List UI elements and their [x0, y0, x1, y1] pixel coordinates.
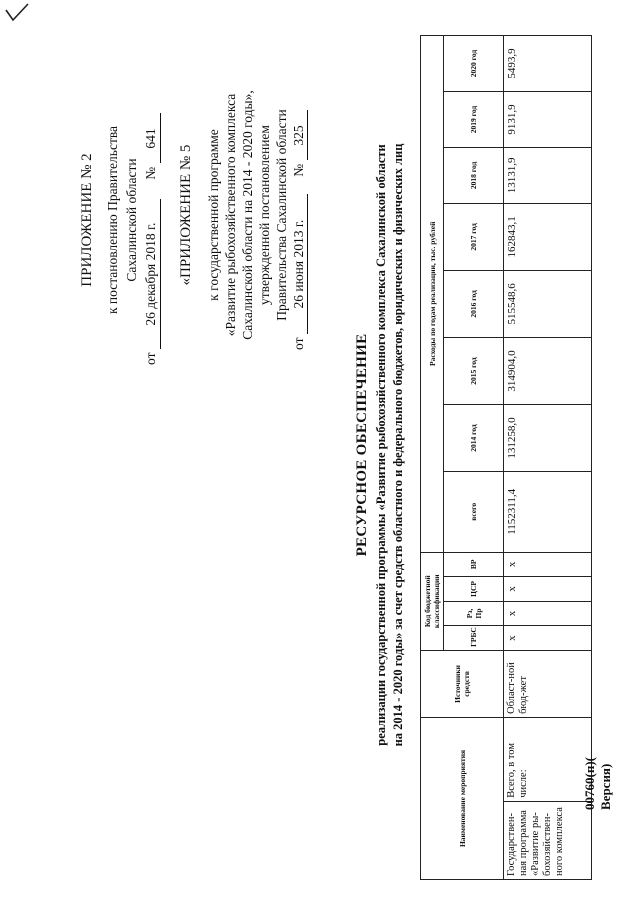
header-2019: 2019 год: [444, 92, 504, 148]
table-header-row-1: [421, 36, 444, 880]
cell-source: Област-ной бюд-жет: [504, 650, 592, 717]
cell-2016: 515548,6: [504, 270, 592, 337]
cell-2019: 9131,9: [504, 92, 592, 148]
document-title-block: [354, 35, 407, 855]
header-event: Наименование мероприятия: [421, 717, 504, 879]
header-grbs: ГРБС: [444, 626, 504, 651]
cell-2017: 162843,1: [504, 203, 592, 270]
header-csr: ЦСР: [444, 577, 504, 602]
header-2017: 2017 год: [444, 203, 504, 270]
header-rzpr: Рз, Пр: [444, 601, 504, 626]
header-budget-code: Код бюджетной классификации: [421, 552, 444, 650]
cell-2014: 131258,0: [504, 405, 592, 472]
appendix-2-date: 26 декабря 2018 г.: [141, 199, 161, 349]
document-subtitle-line2: на 2014 - 2020 годы» за счет средств областного и федерального бюджетов, юридических и физических лиц: [391, 143, 405, 747]
cell-total: 1152311,4: [504, 472, 592, 552]
appendix-2-title: ПРИЛОЖЕНИЕ № 2: [79, 153, 95, 287]
appendix-5-from-label: от: [291, 337, 306, 350]
resource-table-wrap: [420, 35, 592, 880]
appendix-5-number: 325: [290, 111, 308, 161]
appendix-2-line1: к постановлению Правительства: [105, 125, 120, 315]
appendix-5-line4: утвержденной постановлением: [257, 125, 272, 305]
cell-scope: Всего, в том числе:: [504, 717, 592, 801]
appendix-2-number: 641: [141, 114, 161, 164]
cell-event: Государствен-ная программа «Развитие ры-бохозяйствен-ного комплекса: [504, 801, 592, 879]
appendix-5-no-label: №: [291, 163, 306, 177]
appendix-2-no-label: №: [143, 166, 158, 180]
header-2016: 2016 год: [444, 270, 504, 337]
check-mark-icon: [4, 2, 30, 28]
header-expenses: Расходы по годам реализации, тыс. рублей: [421, 36, 444, 553]
appendix-5-date-line: [290, 80, 308, 350]
cell-rzpr: х: [504, 601, 592, 626]
appendix-2-from-label: от: [143, 352, 158, 365]
appendix-5-block: [178, 80, 308, 350]
header-2015: 2015 год: [444, 337, 504, 404]
cell-csr: х: [504, 577, 592, 602]
version-footer: 00760(п)( Версия): [582, 757, 613, 810]
table-row: [504, 36, 592, 880]
document-subtitle-line1: реализации государственной программы «Развитие рыбохозяйственного комплекса Сахалинской области: [374, 144, 388, 746]
cell-vr: х: [504, 552, 592, 577]
header-source: Источники средств: [421, 650, 504, 717]
cell-grbs: х: [504, 626, 592, 651]
header-2018: 2018 год: [444, 147, 504, 203]
cell-2018: 13131,9: [504, 147, 592, 203]
cell-2020: 5493,9: [504, 36, 592, 92]
resource-table: [420, 35, 592, 880]
appendix-5-title: «ПРИЛОЖЕНИЕ № 5: [178, 144, 194, 286]
header-total: всего: [444, 472, 504, 552]
appendix-5-line1: к государственной программе: [206, 129, 221, 301]
header-vr: ВР: [444, 552, 504, 577]
cell-2015: 314904,0: [504, 337, 592, 404]
appendix-5-line3: Сахалинской области на 2014 - 2020 годы»,: [240, 90, 255, 340]
appendix-2-line2: Сахалинской области: [124, 158, 139, 282]
appendix-5-line2: «Развитие рыбохозяйственного комплекса: [223, 93, 238, 337]
appendix-5-date: 26 июня 2013 г.: [290, 194, 308, 334]
appendix-2-date-line: [141, 75, 161, 365]
appendix-5-line5: Правительства Сахалинской области: [274, 109, 289, 321]
header-2014: 2014 год: [444, 405, 504, 472]
appendix-2-block: [78, 75, 161, 365]
document-title: РЕСУРСНОЕ ОБЕСПЕЧЕНИЕ: [354, 333, 370, 557]
header-2020: 2020 год: [444, 36, 504, 92]
